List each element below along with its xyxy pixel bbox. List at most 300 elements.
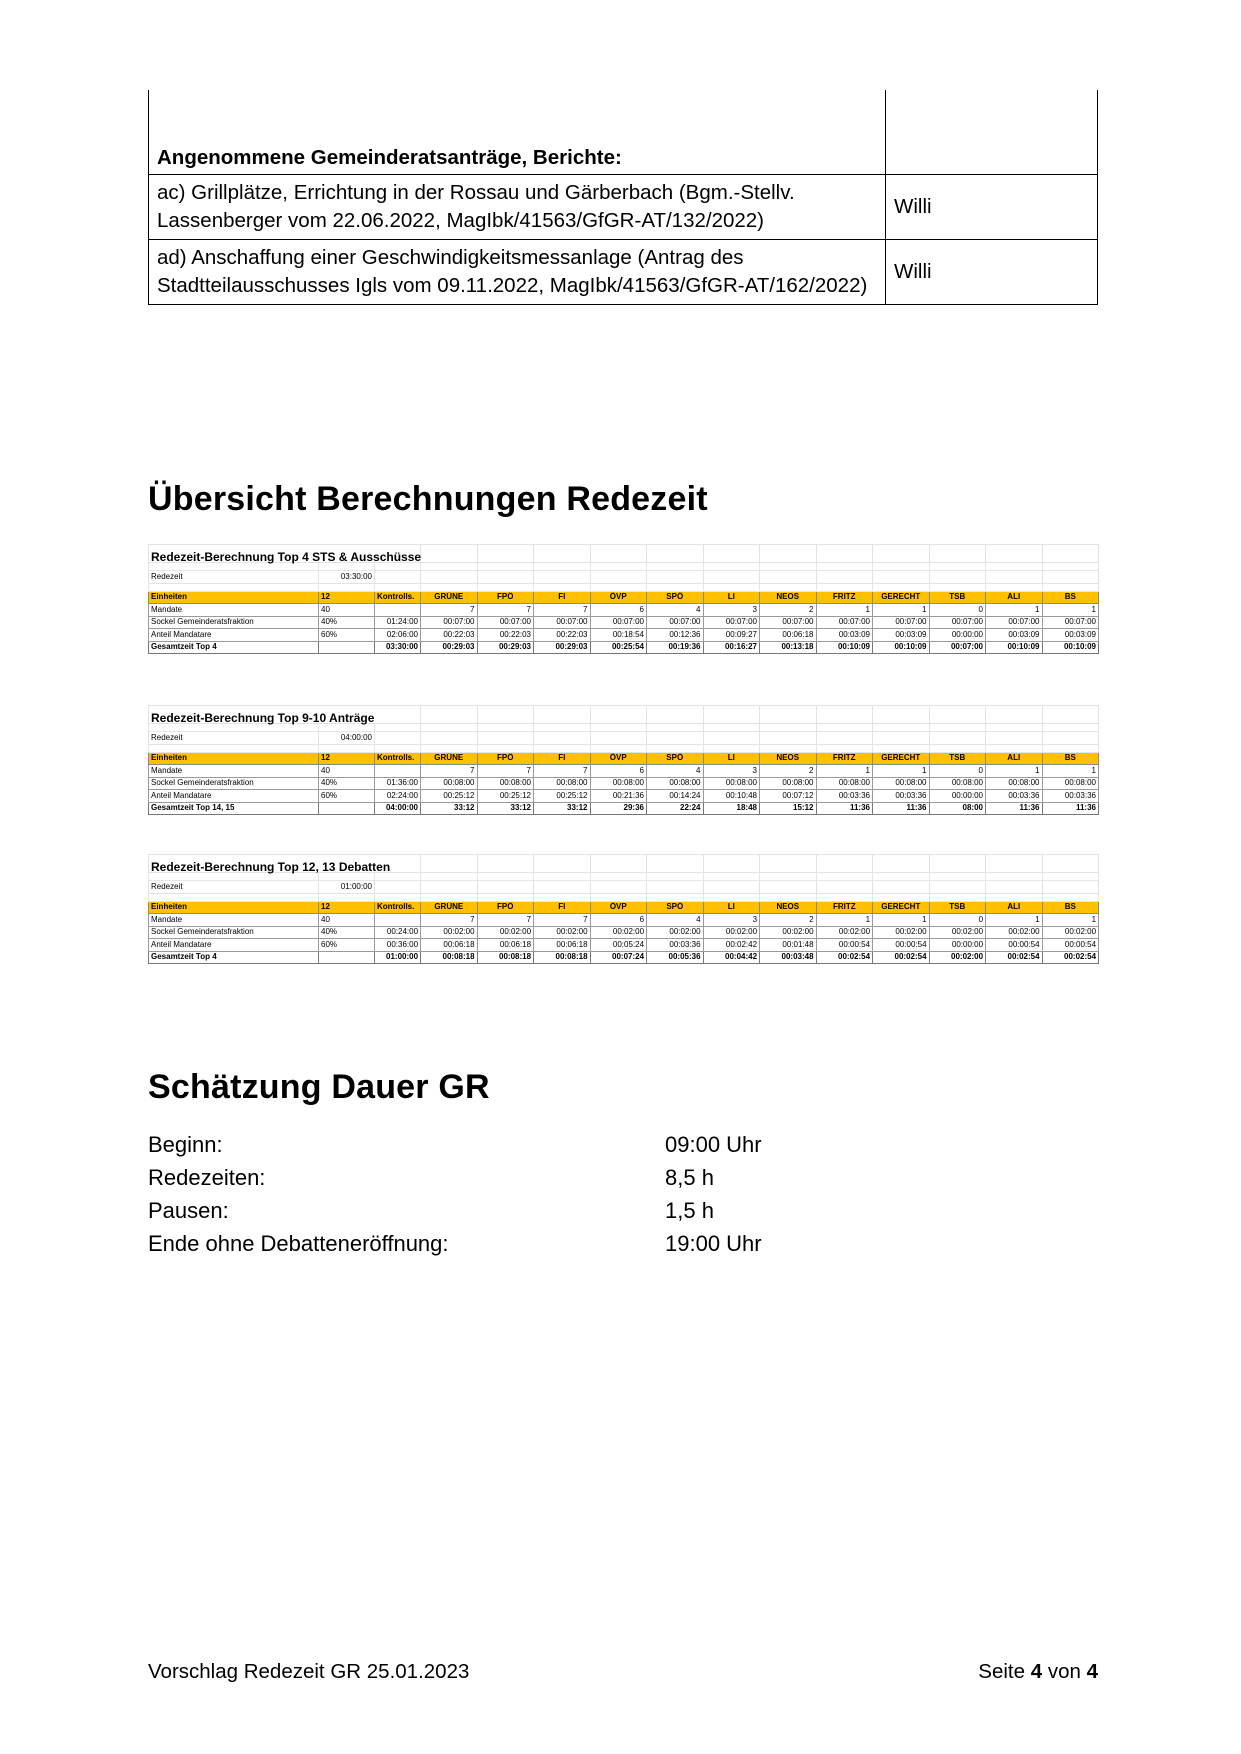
- party-header: ÖVP: [590, 752, 647, 765]
- empty-cell: [647, 873, 704, 881]
- empty-cell: [421, 563, 478, 571]
- party-value: 1: [986, 765, 1043, 778]
- empty-cell: [421, 873, 478, 881]
- party-value: 0: [929, 914, 986, 927]
- empty-cell: [760, 583, 817, 591]
- blank-row: [149, 583, 1099, 591]
- party-value: 00:25:12: [534, 790, 591, 803]
- empty-cell: [1042, 724, 1099, 732]
- total-value: 00:08:18: [477, 951, 534, 964]
- row-control: [375, 765, 421, 778]
- empty-cell: [703, 881, 760, 894]
- empty-cell: [477, 744, 534, 752]
- empty-cell: [421, 583, 478, 591]
- estimate-row: [148, 1161, 848, 1194]
- party-value: 00:05:24: [590, 939, 647, 952]
- party-header: GRÜNE: [421, 752, 478, 765]
- empty-cell: [873, 893, 930, 901]
- party-value: 1: [1042, 914, 1099, 927]
- party-header: ALI: [986, 591, 1043, 604]
- party-header: BS: [1042, 752, 1099, 765]
- sheet-top4: [148, 544, 1098, 654]
- row-control: 01:36:00: [375, 777, 421, 790]
- empty-cell: [703, 571, 760, 584]
- empty-cell: [760, 855, 817, 873]
- empty-cell: [760, 873, 817, 881]
- row-label: Mandate: [149, 765, 319, 778]
- party-value: 00:12:36: [647, 629, 704, 642]
- party-value: 7: [477, 914, 534, 927]
- party-header: FRITZ: [816, 752, 873, 765]
- sheet-title: Redezeit-Berechnung Top 9-10 Anträge: [149, 706, 421, 724]
- party-value: 00:25:12: [477, 790, 534, 803]
- data-row: [149, 604, 1099, 617]
- empty-cell: [760, 732, 817, 745]
- party-value: 4: [647, 765, 704, 778]
- party-value: 2: [760, 604, 817, 617]
- party-value: 00:07:00: [929, 616, 986, 629]
- total-value: 00:13:18: [760, 641, 817, 654]
- header-row: [149, 752, 1099, 765]
- estimate-label: Redezeiten:: [148, 1165, 266, 1190]
- empty-cell: [873, 881, 930, 894]
- empty-cell: [477, 563, 534, 571]
- party-value: 7: [534, 765, 591, 778]
- party-value: 00:08:00: [421, 777, 478, 790]
- total-control: 04:00:00: [375, 802, 421, 815]
- party-header: FPÖ: [477, 591, 534, 604]
- empty-cell: [319, 583, 375, 591]
- empty-cell: [534, 881, 591, 894]
- party-header: GERECHT: [873, 591, 930, 604]
- row-label: Mandate: [149, 604, 319, 617]
- party-header: FI: [534, 591, 591, 604]
- total-value: 00:02:54: [816, 951, 873, 964]
- total-value: 00:02:54: [873, 951, 930, 964]
- header-control: Kontrolls.: [375, 591, 421, 604]
- total-value: 33:12: [477, 802, 534, 815]
- party-header: FI: [534, 901, 591, 914]
- empty-cell: [375, 893, 421, 901]
- empty-cell: [534, 873, 591, 881]
- empty-cell: [929, 732, 986, 745]
- row-control: [375, 914, 421, 927]
- empty-cell: [477, 893, 534, 901]
- empty-cell: [149, 893, 319, 901]
- empty-cell: [703, 873, 760, 881]
- estimate-row: [148, 1227, 848, 1260]
- total-label: Gesamtzeit Top 14, 15: [149, 802, 319, 815]
- empty-cell: [760, 724, 817, 732]
- party-value: 00:08:00: [760, 777, 817, 790]
- party-value: 1: [986, 604, 1043, 617]
- data-row: [149, 629, 1099, 642]
- estimate-label: Pausen:: [148, 1198, 229, 1223]
- party-value: 00:08:00: [929, 777, 986, 790]
- party-value: 7: [534, 604, 591, 617]
- party-value: 2: [760, 765, 817, 778]
- empty-cell: [149, 583, 319, 591]
- sheet-top12-13: [148, 854, 1098, 964]
- page-prefix: Seite: [978, 1660, 1026, 1683]
- party-value: 00:03:09: [986, 629, 1043, 642]
- page-number: [978, 1660, 1098, 1684]
- row-share: 60%: [319, 629, 375, 642]
- empty-cell: [590, 744, 647, 752]
- empty-cell: [477, 881, 534, 894]
- empty-cell: [816, 873, 873, 881]
- party-value: 00:07:00: [1042, 616, 1099, 629]
- total-value: 00:10:09: [816, 641, 873, 654]
- party-header: GERECHT: [873, 901, 930, 914]
- empty-cell: [873, 855, 930, 873]
- empty-cell: [421, 706, 478, 724]
- party-value: 00:00:00: [929, 629, 986, 642]
- total-control: 01:00:00: [375, 951, 421, 964]
- total-value: 33:12: [534, 802, 591, 815]
- estimate-value: 19:00 Uhr: [665, 1231, 762, 1256]
- party-value: 00:00:00: [929, 790, 986, 803]
- party-value: 00:02:00: [1042, 926, 1099, 939]
- party-value: 00:02:00: [760, 926, 817, 939]
- empty-cell: [816, 881, 873, 894]
- empty-cell: [590, 881, 647, 894]
- empty-cell: [816, 583, 873, 591]
- party-value: 00:00:54: [816, 939, 873, 952]
- party-value: 00:18:54: [590, 629, 647, 642]
- party-value: 00:22:03: [534, 629, 591, 642]
- total-value: 11:36: [816, 802, 873, 815]
- party-value: 00:07:00: [873, 616, 930, 629]
- party-value: 00:06:18: [760, 629, 817, 642]
- total-value: 00:08:18: [534, 951, 591, 964]
- section-title-redezeit: Übersicht Berechnungen Redezeit: [148, 480, 708, 518]
- party-header: FRITZ: [816, 591, 873, 604]
- row-label: Anteil Mandatare: [149, 939, 319, 952]
- total-value: 00:02:54: [1042, 951, 1099, 964]
- party-value: 00:00:00: [929, 939, 986, 952]
- empty-cell: [703, 855, 760, 873]
- party-header: BS: [1042, 591, 1099, 604]
- total-value: 11:36: [873, 802, 930, 815]
- empty-cell: [421, 881, 478, 894]
- total-row: [149, 951, 1099, 964]
- empty-cell: [703, 706, 760, 724]
- empty-cell: [1042, 732, 1099, 745]
- party-value: 7: [477, 604, 534, 617]
- agenda-item-assignee: Willi: [886, 239, 1098, 304]
- empty-cell: [816, 732, 873, 745]
- empty-cell: [534, 571, 591, 584]
- party-header: SPÖ: [647, 752, 704, 765]
- empty-cell: [590, 583, 647, 591]
- party-value: 00:03:36: [1042, 790, 1099, 803]
- total-value: 00:16:27: [703, 641, 760, 654]
- empty-cell: [590, 724, 647, 732]
- row-control: 01:24:00: [375, 616, 421, 629]
- estimate-label: Ende ohne Debatteneröffnung:: [148, 1231, 449, 1256]
- row-share: 60%: [319, 939, 375, 952]
- party-value: 1: [816, 765, 873, 778]
- empty-cell: [590, 732, 647, 745]
- empty-cell: [590, 563, 647, 571]
- header-count: 12: [319, 901, 375, 914]
- empty-cell: [986, 545, 1043, 563]
- agenda-item-text: ac) Grillplätze, Errichtung in der Rossau und Gärberbach (Bgm.-Stellv. Lassenberger vom 22.06.2022, MagIbk/41563/GfGR-AT/132/2022): [149, 174, 886, 239]
- redezeit-row: [149, 571, 1099, 584]
- party-header: ALI: [986, 752, 1043, 765]
- party-value: 00:21:36: [590, 790, 647, 803]
- party-header: GRÜNE: [421, 591, 478, 604]
- data-row: [149, 914, 1099, 927]
- empty-cell: [590, 571, 647, 584]
- party-header: SPÖ: [647, 591, 704, 604]
- party-value: 00:07:00: [590, 616, 647, 629]
- agenda-item-text: ad) Anschaffung einer Geschwindigkeitsmessanlage (Antrag des Stadtteilausschusses Igls vom 09.11.2022, MagIbk/41563/GfGR-AT/162/2022): [149, 239, 886, 304]
- estimate-value: 09:00 Uhr: [665, 1132, 762, 1157]
- empty-cell: [986, 732, 1043, 745]
- empty-cell: [477, 706, 534, 724]
- party-value: 00:07:00: [647, 616, 704, 629]
- party-value: 00:03:36: [647, 939, 704, 952]
- party-header: NEOS: [760, 901, 817, 914]
- empty-cell: [590, 873, 647, 881]
- total-row: [149, 641, 1099, 654]
- party-value: 00:02:00: [477, 926, 534, 939]
- total-value: 08:00: [929, 802, 986, 815]
- empty-cell: [647, 724, 704, 732]
- empty-cell: [986, 583, 1043, 591]
- empty-cell: [986, 563, 1043, 571]
- empty-cell: [534, 545, 591, 563]
- party-value: 00:03:09: [873, 629, 930, 642]
- party-value: 00:02:42: [703, 939, 760, 952]
- total-value: 00:07:24: [590, 951, 647, 964]
- empty-cell: [477, 855, 534, 873]
- row-control: 02:06:00: [375, 629, 421, 642]
- party-value: 00:02:00: [590, 926, 647, 939]
- empty-cell: [421, 893, 478, 901]
- party-value: 00:07:00: [760, 616, 817, 629]
- empty-cell: [873, 583, 930, 591]
- row-label: Sockel Gemeinderatsfraktion: [149, 926, 319, 939]
- party-value: 1: [1042, 765, 1099, 778]
- total-value: 00:04:42: [703, 951, 760, 964]
- party-value: 00:02:00: [986, 926, 1043, 939]
- empty-cell: [816, 724, 873, 732]
- party-header: ÖVP: [590, 591, 647, 604]
- empty-cell: [647, 855, 704, 873]
- empty-cell: [590, 893, 647, 901]
- row-share: 40%: [319, 777, 375, 790]
- empty-cell: [873, 873, 930, 881]
- empty-cell: [986, 744, 1043, 752]
- total-label: Gesamtzeit Top 4: [149, 641, 319, 654]
- empty-cell: [929, 881, 986, 894]
- empty-cell: [760, 881, 817, 894]
- blank-row: [149, 893, 1099, 901]
- agenda-row: [149, 174, 1098, 239]
- total-value: 00:10:09: [873, 641, 930, 654]
- sheet-title: Redezeit-Berechnung Top 12, 13 Debatten: [149, 855, 421, 873]
- empty-cell: [760, 893, 817, 901]
- party-header: NEOS: [760, 591, 817, 604]
- total-value: 00:29:03: [477, 641, 534, 654]
- empty-cell: [319, 744, 375, 752]
- header-units: Einheiten: [149, 752, 319, 765]
- total-value: 00:29:03: [534, 641, 591, 654]
- party-value: 6: [590, 604, 647, 617]
- party-value: 7: [421, 604, 478, 617]
- party-header: TSB: [929, 752, 986, 765]
- party-header: FI: [534, 752, 591, 765]
- empty-cell: [929, 873, 986, 881]
- empty-cell: [986, 855, 1043, 873]
- party-header: TSB: [929, 901, 986, 914]
- empty-cell: [421, 732, 478, 745]
- party-header: NEOS: [760, 752, 817, 765]
- sheet-title-row: [149, 855, 1099, 873]
- party-value: 00:10:48: [703, 790, 760, 803]
- empty-cell: [375, 571, 421, 584]
- empty-cell: [703, 732, 760, 745]
- empty-cell: [375, 583, 421, 591]
- party-header: FRITZ: [816, 901, 873, 914]
- party-value: 7: [421, 765, 478, 778]
- total-value: 18:48: [703, 802, 760, 815]
- party-value: 00:22:03: [421, 629, 478, 642]
- party-value: 00:14:24: [647, 790, 704, 803]
- empty-cell: [986, 893, 1043, 901]
- header-count: 12: [319, 752, 375, 765]
- party-value: 1: [986, 914, 1043, 927]
- party-value: 00:00:54: [1042, 939, 1099, 952]
- agenda-item-assignee: Willi: [886, 174, 1098, 239]
- party-value: 00:03:09: [1042, 629, 1099, 642]
- total-value: 00:29:03: [421, 641, 478, 654]
- header-row: [149, 591, 1099, 604]
- empty-cell: [534, 893, 591, 901]
- empty-cell: [873, 571, 930, 584]
- empty-cell: [477, 873, 534, 881]
- party-value: 3: [703, 914, 760, 927]
- empty-cell: [703, 563, 760, 571]
- sheet-title-row: [149, 706, 1099, 724]
- party-value: 3: [703, 604, 760, 617]
- party-header: LI: [703, 901, 760, 914]
- empty-cell: [929, 563, 986, 571]
- empty-cell: [1042, 873, 1099, 881]
- row-label: Sockel Gemeinderatsfraktion: [149, 777, 319, 790]
- party-value: 00:08:00: [816, 777, 873, 790]
- row-share: 40%: [319, 616, 375, 629]
- empty-cell: [929, 706, 986, 724]
- party-value: 00:07:00: [477, 616, 534, 629]
- empty-cell: [873, 732, 930, 745]
- row-share: 40: [319, 765, 375, 778]
- empty-cell: [929, 583, 986, 591]
- empty-cell: [149, 744, 319, 752]
- empty-cell: [1042, 744, 1099, 752]
- party-value: 00:08:00: [986, 777, 1043, 790]
- empty-cell: [647, 563, 704, 571]
- empty-cell: [986, 881, 1043, 894]
- redezeit-value: 04:00:00: [319, 732, 375, 745]
- empty-cell: [534, 744, 591, 752]
- party-value: 00:00:54: [986, 939, 1043, 952]
- party-header: GRÜNE: [421, 901, 478, 914]
- party-value: 1: [873, 765, 930, 778]
- empty-cell: [477, 724, 534, 732]
- empty-cell: [647, 571, 704, 584]
- total-value: 00:10:09: [1042, 641, 1099, 654]
- empty-cell: [1042, 855, 1099, 873]
- party-value: 00:08:00: [590, 777, 647, 790]
- empty-cell: [760, 571, 817, 584]
- row-label: Sockel Gemeinderatsfraktion: [149, 616, 319, 629]
- sheet-title: Redezeit-Berechnung Top 4 STS & Ausschüsse: [149, 545, 421, 563]
- redezeit-table: [148, 705, 1099, 815]
- party-value: 00:25:12: [421, 790, 478, 803]
- total-value: 00:08:18: [421, 951, 478, 964]
- empty-cell: [1042, 563, 1099, 571]
- empty-cell: [534, 724, 591, 732]
- empty-cell: [534, 706, 591, 724]
- total-value: 00:19:36: [647, 641, 704, 654]
- empty-cell: [816, 563, 873, 571]
- data-row: [149, 790, 1099, 803]
- empty-cell: [1042, 583, 1099, 591]
- party-value: 6: [590, 914, 647, 927]
- party-value: 00:08:00: [477, 777, 534, 790]
- redezeit-label: Redezeit: [149, 732, 319, 745]
- party-value: 0: [929, 765, 986, 778]
- empty-cell: [647, 893, 704, 901]
- party-value: 00:00:54: [873, 939, 930, 952]
- party-value: 00:03:09: [816, 629, 873, 642]
- party-value: 00:07:00: [421, 616, 478, 629]
- empty-cell: [816, 893, 873, 901]
- empty-cell: [703, 744, 760, 752]
- empty-cell: [421, 744, 478, 752]
- empty-cell: [319, 641, 375, 654]
- empty-cell: [647, 881, 704, 894]
- page-footer: [148, 1660, 1098, 1684]
- party-value: 1: [873, 604, 930, 617]
- empty-cell: [873, 545, 930, 563]
- header-row: [149, 901, 1099, 914]
- estimate-value: 1,5 h: [665, 1198, 714, 1223]
- party-value: 00:08:00: [1042, 777, 1099, 790]
- empty-cell: [929, 744, 986, 752]
- empty-cell: [319, 951, 375, 964]
- empty-cell: [816, 571, 873, 584]
- empty-cell: [816, 545, 873, 563]
- total-value: 11:36: [1042, 802, 1099, 815]
- empty-cell: [375, 881, 421, 894]
- empty-cell: [647, 706, 704, 724]
- empty-cell: [929, 545, 986, 563]
- party-value: 00:06:18: [477, 939, 534, 952]
- party-header: TSB: [929, 591, 986, 604]
- agenda-header: Angenommene Gemeinderatsanträge, Berichte:: [149, 90, 886, 174]
- header-units: Einheiten: [149, 591, 319, 604]
- empty-cell: [703, 893, 760, 901]
- data-row: [149, 777, 1099, 790]
- party-value: 00:03:36: [986, 790, 1043, 803]
- empty-cell: [534, 583, 591, 591]
- party-value: 00:22:03: [477, 629, 534, 642]
